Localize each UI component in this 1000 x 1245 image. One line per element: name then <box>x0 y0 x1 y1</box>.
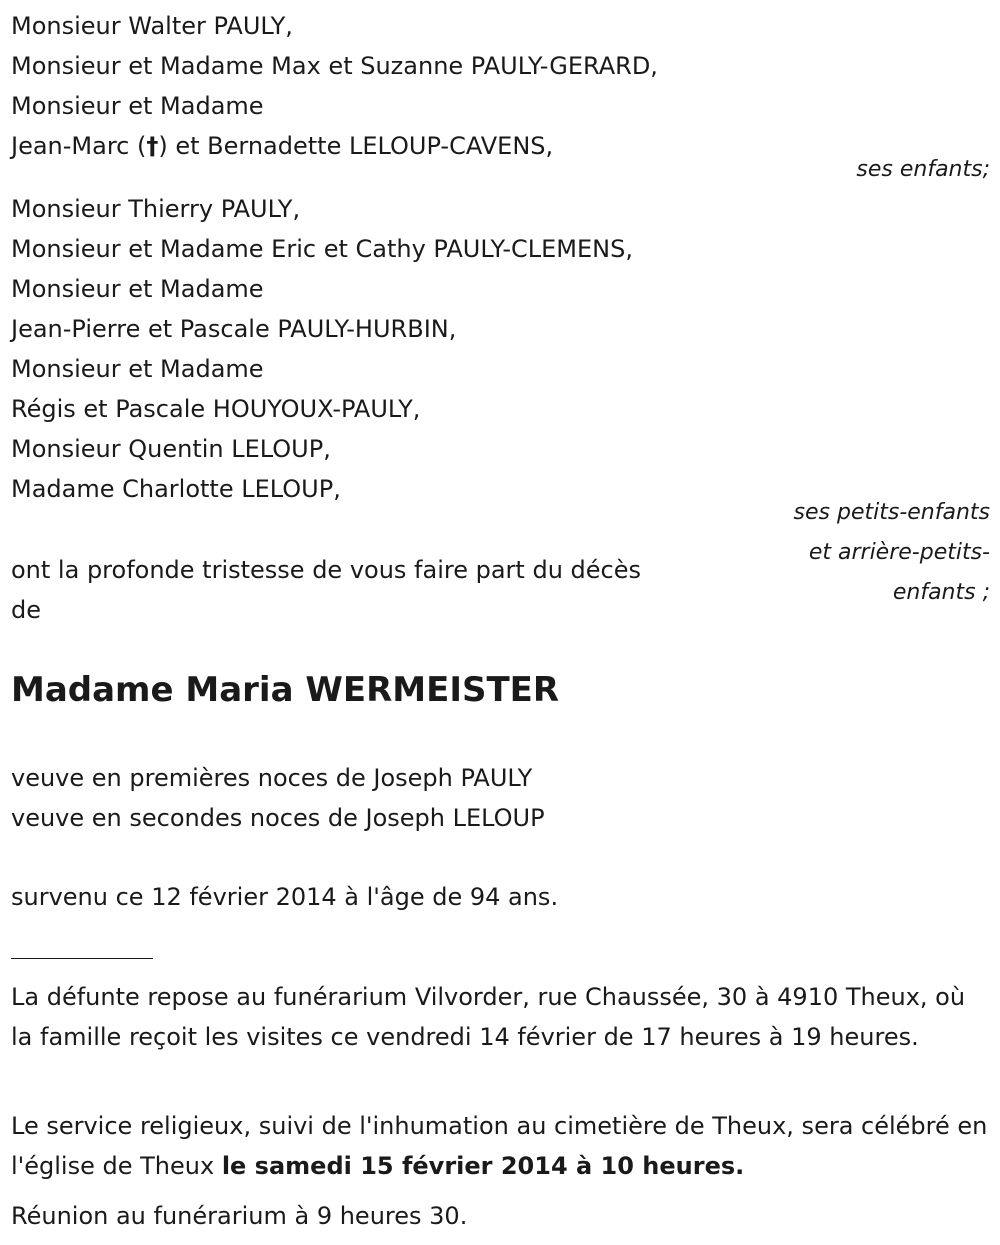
service-paragraph <box>11 1106 991 1186</box>
death-statement: survenu ce 12 février 2014 à l'âge de 94 ans. <box>11 883 559 911</box>
repose-paragraph: La défunte repose au funérarium Vilvorder, rue Chaussée, 30 à 4910 Theux, où la famille reçoit les visites ce vendredi 14 février de 17 heures à 19 heures. <box>11 983 966 1051</box>
grandchild-line-7: Monsieur Quentin LELOUP, <box>11 435 331 463</box>
cross-icon: † <box>146 132 159 160</box>
grandchild-line-3: Monsieur et Madame <box>11 275 264 303</box>
child-line-4-start: Jean-Marc ( <box>11 132 147 160</box>
grandchildren-relation-3: enfants ; <box>892 580 990 605</box>
announcement-line-2: de <box>11 596 41 624</box>
service-date: le samedi 15 février 2014 à 10 heures. <box>221 1152 745 1180</box>
grandchild-line-8: Madame Charlotte LELOUP, <box>11 475 341 503</box>
grandchild-line-5: Monsieur et Madame <box>11 355 264 383</box>
deceased-name: Madame Maria WERMEISTER <box>11 670 560 710</box>
meeting-paragraph: Réunion au funérarium à 9 heures 30. <box>11 1202 468 1230</box>
child-line-4-end: ) et Bernadette LELOUP-CAVENS, <box>158 132 554 160</box>
grandchildren-relation-2: et arrière-petits- <box>808 540 990 565</box>
grandchild-line-2: Monsieur et Madame Eric et Cathy PAULY-CLEMENS, <box>11 235 633 263</box>
child-line-1: Monsieur Walter PAULY, <box>11 12 293 40</box>
child-line-3: Monsieur et Madame <box>11 92 264 120</box>
widow-line-1: veuve en premières noces de Joseph PAULY <box>11 764 533 792</box>
service-text: Le service religieux, suivi de l'inhumation au cimetière de Theux, sera célébré en l'église de Theux <box>11 1112 988 1180</box>
separator-line <box>11 958 153 959</box>
grandchildren-relation-1: ses petits-enfants <box>793 500 990 525</box>
grandchild-line-6: Régis et Pascale HOUYOUX-PAULY, <box>11 395 421 423</box>
child-line-4 <box>11 126 553 166</box>
widow-line-2: veuve en secondes noces de Joseph LELOUP <box>11 804 545 832</box>
grandchild-line-4: Jean-Pierre et Pascale PAULY-HURBIN, <box>11 315 457 343</box>
children-relation: ses enfants; <box>856 157 990 182</box>
announcement-line-1: ont la profonde tristesse de vous faire part du décès <box>11 556 641 584</box>
grandchild-line-1: Monsieur Thierry PAULY, <box>11 195 301 223</box>
child-line-2: Monsieur et Madame Max et Suzanne PAULY-GERARD, <box>11 52 658 80</box>
